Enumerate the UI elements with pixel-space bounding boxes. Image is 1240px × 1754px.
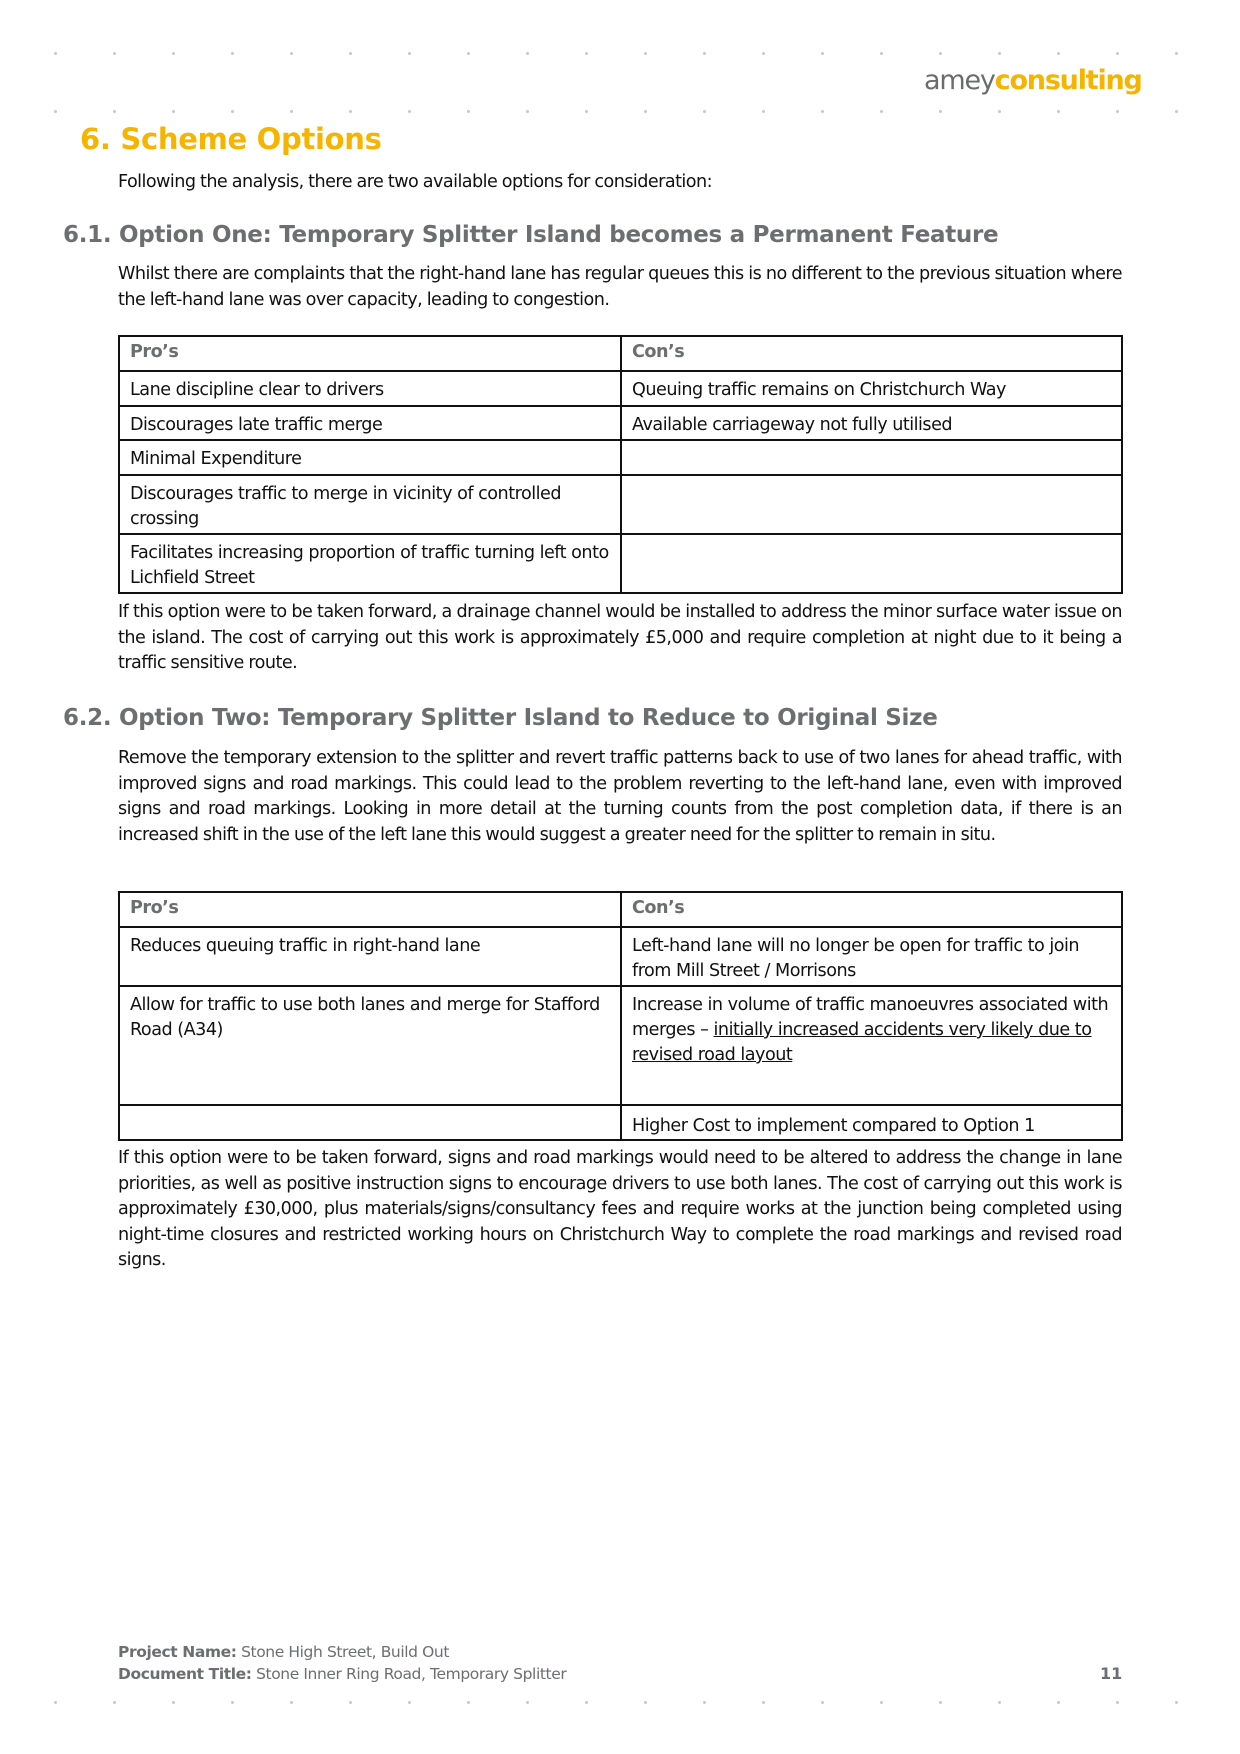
decorative-dot	[467, 1701, 470, 1704]
document-title-label: Document Title:	[118, 1665, 252, 1683]
document-title-value: Stone Inner Ring Road, Temporary Splitter	[251, 1665, 567, 1683]
decorative-dot	[172, 110, 175, 113]
decorative-dot	[703, 1701, 706, 1704]
table-row	[119, 927, 1122, 986]
con-cell	[621, 534, 1122, 593]
decorative-dot	[1057, 110, 1060, 113]
decorative-dot	[585, 1701, 588, 1704]
con-cell: Queuing traffic remains on Christchurch Way	[621, 371, 1122, 406]
con-cell	[621, 475, 1122, 534]
decorative-dot	[408, 110, 411, 113]
decorative-dot	[408, 52, 411, 55]
option-one-heading: 6.1. Option One: Temporary Splitter Island becomes a Permanent Feature	[63, 222, 999, 248]
project-name-label: Project Name:	[118, 1643, 237, 1661]
decorative-dot	[1175, 1701, 1178, 1704]
table-row	[119, 440, 1122, 475]
decorative-dot	[1057, 1701, 1060, 1704]
decorative-dot	[880, 110, 883, 113]
decorative-dot	[54, 1701, 57, 1704]
con-cell	[621, 986, 1122, 1105]
decorative-dot	[349, 1701, 352, 1704]
decorative-dot	[762, 110, 765, 113]
pro-cell: Allow for traffic to use both lanes and merge for Stafford Road (A34)	[119, 986, 621, 1105]
pro-cell: Discourages traffic to merge in vicinity of controlled crossing	[119, 475, 621, 534]
decorative-dot	[821, 1701, 824, 1704]
pro-cell: Facilitates increasing proportion of traffic turning left onto Lichfield Street	[119, 534, 621, 593]
decorative-dot	[1175, 110, 1178, 113]
option-one-summary: If this option were to be taken forward, a drainage channel would be installed to address the minor surface water issue on the island. The cost of carrying out this work is approximately £5,000 and require completion at night due to it being a traffic sensitive route.	[118, 602, 1122, 673]
decorative-dot	[231, 110, 234, 113]
amey-consulting-logo	[924, 64, 1142, 98]
table-row	[119, 475, 1122, 534]
con-underlined-text: initially increased accidents very likely due to revised road layout	[632, 1020, 1092, 1065]
option-one-pros-cons-table	[118, 335, 1123, 594]
decorative-dot	[821, 52, 824, 55]
decorative-dot	[54, 110, 57, 113]
decorative-dot	[113, 110, 116, 113]
page-number: 11	[1100, 1664, 1123, 1683]
decorative-dot	[762, 52, 765, 55]
decorative-dot	[467, 110, 470, 113]
decorative-dot	[1116, 110, 1119, 113]
decorative-dot	[408, 1701, 411, 1704]
decorative-dot	[1116, 1701, 1119, 1704]
table-row	[119, 371, 1122, 406]
logo-consulting: consulting	[994, 65, 1142, 96]
footer-document-title	[118, 1663, 566, 1685]
table-header-row	[119, 892, 1122, 927]
con-text: Higher Cost to implement compared to Option 1	[632, 1116, 1035, 1136]
decorative-dot	[113, 52, 116, 55]
decorative-dot	[880, 1701, 883, 1704]
option-two-pros-cons-table	[118, 891, 1123, 1141]
table-row	[119, 406, 1122, 440]
pros-header: Pro’s	[119, 892, 621, 927]
decorative-dot	[644, 1701, 647, 1704]
decorative-dot	[880, 52, 883, 55]
decorative-dot	[644, 52, 647, 55]
decorative-dot	[231, 1701, 234, 1704]
decorative-dot	[526, 1701, 529, 1704]
footer-project-name	[118, 1641, 449, 1663]
decorative-dot	[998, 52, 1001, 55]
option-two-intro: Remove the temporary extension to the splitter and revert traffic patterns back to use of two lanes for ahead traffic, with improved signs and road markings. This could lead to the problem reverting to the left-hand lane, even with improved signs and road markings. Looking in more detail at the turning counts from the post completion data, if there is an increased shift in the use of the left lane this would suggest a greater need for the splitter to remain in situ.	[118, 748, 1122, 845]
logo-amey: amey	[924, 65, 995, 96]
decorative-dot	[644, 110, 647, 113]
decorative-dot	[290, 110, 293, 113]
decorative-dot	[290, 1701, 293, 1704]
decorative-dot	[290, 52, 293, 55]
decorative-dot	[231, 52, 234, 55]
option-one-intro: Whilst there are complaints that the right-hand lane has regular queues this is no different to the previous situation where the left-hand lane was over capacity, leading to congestion.	[118, 264, 1122, 310]
table-row	[119, 534, 1122, 593]
decorative-dot	[1116, 52, 1119, 55]
con-cell	[621, 1105, 1122, 1140]
table-row	[119, 986, 1122, 1105]
decorative-dot	[526, 110, 529, 113]
decorative-dot	[526, 52, 529, 55]
decorative-dot	[939, 110, 942, 113]
decorative-dot	[349, 52, 352, 55]
decorative-dot	[703, 52, 706, 55]
con-text: Increase in volume of traffic manoeuvres associated with merges –	[632, 995, 1109, 1040]
decorative-dot	[349, 110, 352, 113]
table-row	[119, 1105, 1122, 1140]
footer-dot-row	[0, 1701, 1240, 1705]
decorative-dot	[998, 110, 1001, 113]
pro-cell: Minimal Expenditure	[119, 440, 621, 475]
pro-cell: Discourages late traffic merge	[119, 406, 621, 440]
con-text: Left-hand lane will no longer be open for traffic to join from Mill Street / Morrisons	[632, 936, 1080, 981]
option-two-summary: If this option were to be taken forward, signs and road markings would need to be altered to address the change in lane priorities, as well as positive instruction signs to encourage drivers to use both lanes. The cost of carrying out this work is approximately £30,000, plus materials/signs/consultancy fees and require works at the junction being completed using night-time closures and restricted working hours on Christchurch Way to complete the road markings and revised road signs.	[118, 1148, 1122, 1270]
decorative-dot	[998, 1701, 1001, 1704]
decorative-dot	[585, 110, 588, 113]
decorative-dot	[762, 1701, 765, 1704]
table-header-row	[119, 336, 1122, 371]
decorative-dot	[54, 52, 57, 55]
project-name-value: Stone High Street, Build Out	[236, 1643, 450, 1661]
decorative-dot	[172, 1701, 175, 1704]
decorative-dot	[585, 52, 588, 55]
decorative-dot	[703, 110, 706, 113]
option-two-heading: 6.2. Option Two: Temporary Splitter Island to Reduce to Original Size	[63, 705, 938, 731]
con-cell: Available carriageway not fully utilised	[621, 406, 1122, 440]
pro-cell: Reduces queuing traffic in right-hand lane	[119, 927, 621, 986]
decorative-dot	[821, 110, 824, 113]
con-cell	[621, 440, 1122, 475]
pro-cell: Lane discipline clear to drivers	[119, 371, 621, 406]
header-dot-row	[0, 110, 1240, 114]
con-cell	[621, 927, 1122, 986]
decorative-dot	[939, 52, 942, 55]
decorative-dot	[467, 52, 470, 55]
cons-header: Con’s	[621, 892, 1122, 927]
section-intro: Following the analysis, there are two available options for consideration:	[118, 172, 712, 192]
top-dot-row	[0, 52, 1240, 56]
decorative-dot	[939, 1701, 942, 1704]
pros-header: Pro’s	[119, 336, 621, 371]
decorative-dot	[1175, 52, 1178, 55]
cons-header: Con’s	[621, 336, 1122, 371]
decorative-dot	[1057, 52, 1060, 55]
decorative-dot	[172, 52, 175, 55]
section-title: 6. Scheme Options	[80, 122, 382, 156]
decorative-dot	[113, 1701, 116, 1704]
pro-cell	[119, 1105, 621, 1140]
